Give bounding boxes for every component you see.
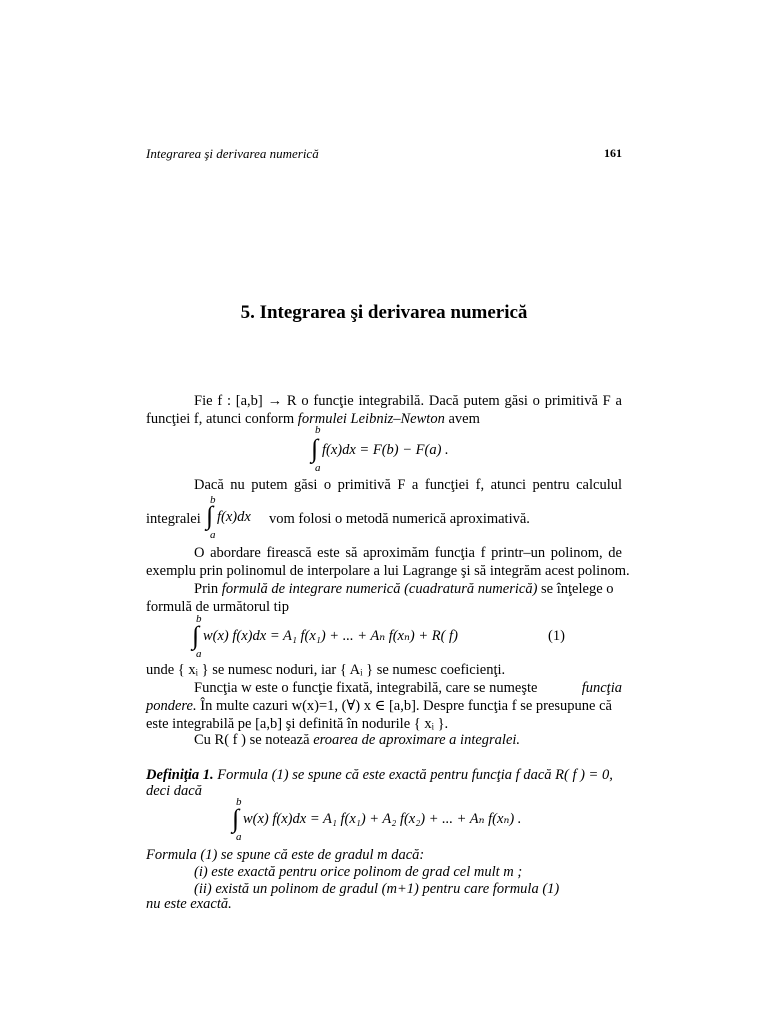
integral-sign: ∫ [206, 501, 214, 530]
text: integralei [146, 511, 201, 527]
paragraph-1-line-1: Fie f : [a,b] → R o funcţie integrabilă. Dacă putem găsi o primitivă F a [194, 393, 622, 409]
integral-sign: ∫ [192, 621, 200, 650]
definition-1-line-1 [146, 766, 613, 784]
integral-sign: ∫ [232, 804, 240, 833]
definition-1-line-4: nu este exactă. [146, 896, 232, 912]
weight-function-term: funcţia [581, 680, 622, 696]
text: Prin [194, 581, 222, 597]
definition-1-line-2: deci dacă [146, 783, 202, 799]
text: avem [444, 411, 480, 427]
integral-upper-limit: b [196, 613, 202, 625]
paragraph-7-line-1 [194, 731, 520, 749]
paragraph-3-line-1: O abordare firească este să aproximăm funcţia f printr–un polinom, de [194, 545, 622, 561]
text: funcţiei f, atunci conform [146, 411, 298, 427]
paragraph-4-line-2: formulă de următorul tip [146, 599, 289, 615]
integral-lower-limit: a [236, 831, 242, 843]
weight-function-term: pondere. [146, 698, 197, 714]
equation-body: w(x) f(x)dx = A₁ f(x₁) + A₂ f(x₂) + ... + Aₙ f(xₙ) . [243, 811, 522, 827]
integral-body: f(x)dx [217, 509, 251, 525]
text: se înţelege o [537, 581, 614, 597]
text: Formula (1) se spune că este exactă pentru funcţia f dacă R( f ) = 0, [213, 767, 613, 783]
chapter-title: 5. Integrarea şi derivarea numerică [240, 302, 528, 323]
paragraph-6-line-1 [194, 679, 622, 697]
page-number: 161 [604, 146, 622, 160]
definition-label: Definiţia 1. [146, 767, 214, 783]
paragraph-6-line-3: este integrabilă pe [a,b] şi definită în nodurile { xᵢ }. [146, 716, 449, 732]
paragraph-1-line-2 [146, 410, 480, 428]
paragraph-4-line-1 [194, 580, 614, 598]
equation-body: w(x) f(x)dx = A₁ f(x₁) + ... + Aₙ f(xₙ) + R( f) [203, 628, 458, 644]
text: În multe cazuri w(x)=1, (∀) x ∈ [a,b]. Despre funcţia f se presupune că [196, 698, 612, 714]
integral-lower-limit: a [196, 648, 202, 660]
integral-upper-limit: b [315, 424, 321, 436]
text: vom folosi o metodă numerică aproximativă. [269, 511, 530, 527]
paragraph-6-line-2 [146, 697, 612, 715]
text: Cu R( f ) se notează [194, 732, 314, 748]
quadrature-term: formulă de integrare numerică (cuadratură numerică) [221, 581, 538, 597]
equation-body: f(x)dx = F(b) − F(a) . [322, 442, 449, 458]
running-header: Integrarea şi derivarea numerică [146, 146, 319, 161]
paragraph-3-line-2: exemplu prin polinomul de interpolare a lui Lagrange şi să integrăm acest polinom. [146, 563, 630, 579]
equation-number: (1) [548, 628, 565, 644]
text: Funcţia w este o funcţie fixată, integrabilă, care se numeşte [194, 680, 538, 696]
paragraph-5-line-1: unde { xᵢ } se numesc noduri, iar { Aᵢ } se numesc coeficienţi. [146, 662, 506, 678]
integral-upper-limit: b [236, 796, 242, 808]
definition-item-i: (i) este exactă pentru orice polinom de grad cel mult m ; [194, 864, 523, 880]
integral-lower-limit: a [210, 529, 216, 541]
leibniz-newton-term: formulei Leibniz–Newton [297, 411, 445, 427]
integral-lower-limit: a [315, 462, 321, 474]
definition-item-ii: (ii) există un polinom de gradul (m+1) pentru care formula (1) [194, 881, 560, 897]
paragraph-2-line-1: Dacă nu putem găsi o primitivă F a funcţiei f, atunci pentru calculul [194, 477, 622, 493]
integral-upper-limit: b [210, 494, 216, 506]
integral-sign: ∫ [311, 434, 319, 463]
definition-1-line-3: Formula (1) se spune că este de gradul m dacă: [146, 847, 425, 863]
approximation-error-term: eroarea de aproximare a integralei. [313, 732, 521, 748]
